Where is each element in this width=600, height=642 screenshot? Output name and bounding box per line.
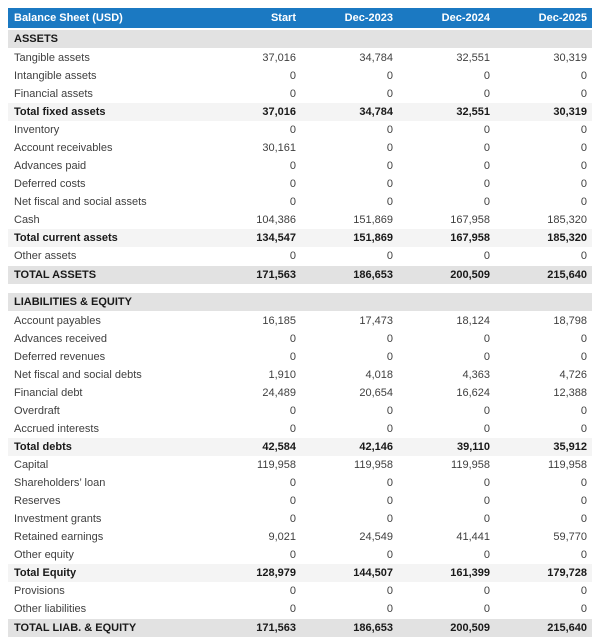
- row-label: Financial debt: [8, 384, 204, 402]
- table-row: [8, 157, 592, 175]
- section-gap: [8, 284, 592, 293]
- cell-value: 0: [398, 330, 495, 348]
- row-label: Inventory: [8, 121, 204, 139]
- table-row: [8, 312, 592, 331]
- cell-value: 0: [398, 193, 495, 211]
- cell-value: 4,726: [495, 366, 592, 384]
- total-row: [8, 266, 592, 285]
- table-row: [8, 474, 592, 492]
- cell-value: 42,584: [204, 438, 301, 456]
- table-row: [8, 456, 592, 474]
- liabilities-equity-section-body: [8, 293, 592, 638]
- cell-value: 9,021: [204, 528, 301, 546]
- cell-value: 0: [204, 330, 301, 348]
- table-row: [8, 420, 592, 438]
- cell-value: 0: [398, 67, 495, 85]
- cell-value: 0: [495, 402, 592, 420]
- row-label: Account payables: [8, 312, 204, 331]
- row-label: Net fiscal and social assets: [8, 193, 204, 211]
- cell-value: 0: [495, 348, 592, 366]
- subtotal-row: [8, 564, 592, 582]
- cell-value: 0: [204, 193, 301, 211]
- cell-value: 17,473: [301, 312, 398, 331]
- cell-value: 0: [301, 348, 398, 366]
- cell-value: 0: [301, 175, 398, 193]
- table-row: [8, 139, 592, 157]
- cell-value: 0: [398, 492, 495, 510]
- cell-value: 215,640: [495, 619, 592, 638]
- cell-value: 119,958: [495, 456, 592, 474]
- cell-value: 171,563: [204, 266, 301, 285]
- cell-value: 34,784: [301, 49, 398, 68]
- cell-value: 186,653: [301, 619, 398, 638]
- gap-row: [8, 284, 592, 293]
- column-header-dec-2025: Dec-2025: [495, 8, 592, 29]
- cell-value: 119,958: [204, 456, 301, 474]
- table-row: [8, 510, 592, 528]
- cell-value: 30,161: [204, 139, 301, 157]
- cell-value: 151,869: [301, 211, 398, 229]
- table-row: [8, 175, 592, 193]
- cell-value: 0: [204, 402, 301, 420]
- row-label: TOTAL LIAB. & EQUITY: [8, 619, 204, 638]
- cell-value: 200,509: [398, 266, 495, 285]
- table-title: Balance Sheet (USD): [8, 8, 204, 29]
- cell-value: 4,363: [398, 366, 495, 384]
- table-header-row: [8, 8, 592, 29]
- table-row: [8, 85, 592, 103]
- row-label: Deferred revenues: [8, 348, 204, 366]
- cell-value: 0: [495, 474, 592, 492]
- cell-value: 4,018: [301, 366, 398, 384]
- cell-value: 35,912: [495, 438, 592, 456]
- table-row: [8, 492, 592, 510]
- total-row: [8, 619, 592, 638]
- cell-value: 16,624: [398, 384, 495, 402]
- row-label: Investment grants: [8, 510, 204, 528]
- cell-value: 24,489: [204, 384, 301, 402]
- cell-value: 0: [398, 348, 495, 366]
- column-header-start: Start: [204, 8, 301, 29]
- row-label: Total debts: [8, 438, 204, 456]
- subtotal-row: [8, 103, 592, 121]
- cell-value: 0: [398, 247, 495, 266]
- cell-value: 32,551: [398, 103, 495, 121]
- cell-value: 0: [204, 348, 301, 366]
- cell-value: 185,320: [495, 211, 592, 229]
- row-label: Other equity: [8, 546, 204, 564]
- cell-value: 0: [495, 193, 592, 211]
- cell-value: 24,549: [301, 528, 398, 546]
- cell-value: 20,654: [301, 384, 398, 402]
- cell-value: 0: [301, 157, 398, 175]
- table-row: [8, 366, 592, 384]
- cell-value: 0: [398, 420, 495, 438]
- cell-value: 0: [398, 157, 495, 175]
- cell-value: 215,640: [495, 266, 592, 285]
- table-row: [8, 211, 592, 229]
- cell-value: 37,016: [204, 103, 301, 121]
- cell-value: 0: [204, 247, 301, 266]
- cell-value: 0: [398, 402, 495, 420]
- cell-value: 18,124: [398, 312, 495, 331]
- row-label: Net fiscal and social debts: [8, 366, 204, 384]
- cell-value: 0: [495, 546, 592, 564]
- row-label: Capital: [8, 456, 204, 474]
- cell-value: 0: [204, 510, 301, 528]
- cell-value: 0: [204, 85, 301, 103]
- cell-value: 134,547: [204, 229, 301, 247]
- cell-value: 0: [495, 139, 592, 157]
- table-row: [8, 384, 592, 402]
- cell-value: 0: [301, 510, 398, 528]
- table-row: [8, 402, 592, 420]
- cell-value: 42,146: [301, 438, 398, 456]
- cell-value: 0: [204, 420, 301, 438]
- cell-value: 0: [495, 510, 592, 528]
- row-label: Retained earnings: [8, 528, 204, 546]
- table-header: [8, 8, 592, 29]
- cell-value: 185,320: [495, 229, 592, 247]
- cell-value: 0: [495, 492, 592, 510]
- column-header-dec-2023: Dec-2023: [301, 8, 398, 29]
- row-label: Accrued interests: [8, 420, 204, 438]
- table-row: [8, 528, 592, 546]
- cell-value: 0: [495, 175, 592, 193]
- cell-value: 200,509: [398, 619, 495, 638]
- table-row: [8, 193, 592, 211]
- cell-value: 0: [301, 402, 398, 420]
- cell-value: 0: [301, 193, 398, 211]
- table-row: [8, 247, 592, 266]
- cell-value: 0: [495, 67, 592, 85]
- row-label: Total current assets: [8, 229, 204, 247]
- section-header-row: [8, 293, 592, 312]
- cell-value: 0: [398, 121, 495, 139]
- row-label: Cash: [8, 211, 204, 229]
- table-row: [8, 67, 592, 85]
- cell-value: 0: [495, 157, 592, 175]
- row-label: Total fixed assets: [8, 103, 204, 121]
- row-label: Tangible assets: [8, 49, 204, 68]
- table-row: [8, 582, 592, 600]
- table-row: [8, 330, 592, 348]
- section-header-label: ASSETS: [8, 29, 592, 49]
- cell-value: 0: [204, 492, 301, 510]
- cell-value: 104,386: [204, 211, 301, 229]
- cell-value: 0: [495, 600, 592, 619]
- cell-value: 179,728: [495, 564, 592, 582]
- cell-value: 0: [301, 330, 398, 348]
- cell-value: 0: [301, 474, 398, 492]
- cell-value: 0: [495, 330, 592, 348]
- cell-value: 0: [398, 474, 495, 492]
- cell-value: 34,784: [301, 103, 398, 121]
- cell-value: 0: [301, 492, 398, 510]
- cell-value: 0: [398, 546, 495, 564]
- cell-value: 0: [301, 600, 398, 619]
- cell-value: 1,910: [204, 366, 301, 384]
- assets-section-body: [8, 29, 592, 284]
- row-label: Other assets: [8, 247, 204, 266]
- cell-value: 0: [301, 121, 398, 139]
- cell-value: 0: [398, 175, 495, 193]
- cell-value: 161,399: [398, 564, 495, 582]
- row-label: Intangible assets: [8, 67, 204, 85]
- subtotal-row: [8, 229, 592, 247]
- table-row: [8, 600, 592, 619]
- cell-value: 0: [301, 582, 398, 600]
- row-label: Advances paid: [8, 157, 204, 175]
- row-label: Deferred costs: [8, 175, 204, 193]
- table-row: [8, 49, 592, 68]
- cell-value: 0: [398, 139, 495, 157]
- cell-value: 0: [495, 582, 592, 600]
- cell-value: 0: [204, 175, 301, 193]
- cell-value: 0: [301, 420, 398, 438]
- balance-sheet-table: [8, 8, 592, 637]
- row-label: Reserves: [8, 492, 204, 510]
- subtotal-row: [8, 438, 592, 456]
- cell-value: 0: [301, 247, 398, 266]
- cell-value: 0: [204, 474, 301, 492]
- cell-value: 0: [204, 157, 301, 175]
- cell-value: 30,319: [495, 103, 592, 121]
- cell-value: 0: [398, 510, 495, 528]
- table-row: [8, 348, 592, 366]
- cell-value: 30,319: [495, 49, 592, 68]
- cell-value: 0: [398, 600, 495, 619]
- cell-value: 0: [204, 121, 301, 139]
- cell-value: 0: [204, 67, 301, 85]
- cell-value: 39,110: [398, 438, 495, 456]
- cell-value: 0: [495, 121, 592, 139]
- cell-value: 41,441: [398, 528, 495, 546]
- cell-value: 0: [495, 420, 592, 438]
- cell-value: 12,388: [495, 384, 592, 402]
- section-header-label: LIABILITIES & EQUITY: [8, 293, 592, 312]
- cell-value: 119,958: [398, 456, 495, 474]
- cell-value: 0: [301, 67, 398, 85]
- cell-value: 37,016: [204, 49, 301, 68]
- cell-value: 16,185: [204, 312, 301, 331]
- row-label: Total Equity: [8, 564, 204, 582]
- cell-value: 186,653: [301, 266, 398, 285]
- cell-value: 167,958: [398, 211, 495, 229]
- cell-value: 0: [495, 247, 592, 266]
- cell-value: 32,551: [398, 49, 495, 68]
- row-label: TOTAL ASSETS: [8, 266, 204, 285]
- cell-value: 0: [204, 546, 301, 564]
- row-label: Shareholders’ loan: [8, 474, 204, 492]
- row-label: Other liabilities: [8, 600, 204, 619]
- cell-value: 0: [398, 582, 495, 600]
- cell-value: 119,958: [301, 456, 398, 474]
- cell-value: 59,770: [495, 528, 592, 546]
- cell-value: 0: [301, 139, 398, 157]
- cell-value: 144,507: [301, 564, 398, 582]
- row-label: Advances received: [8, 330, 204, 348]
- column-header-dec-2024: Dec-2024: [398, 8, 495, 29]
- cell-value: 0: [301, 546, 398, 564]
- cell-value: 0: [495, 85, 592, 103]
- cell-value: 0: [398, 85, 495, 103]
- cell-value: 0: [301, 85, 398, 103]
- row-label: Overdraft: [8, 402, 204, 420]
- cell-value: 18,798: [495, 312, 592, 331]
- cell-value: 171,563: [204, 619, 301, 638]
- row-label: Provisions: [8, 582, 204, 600]
- cell-value: 151,869: [301, 229, 398, 247]
- cell-value: 0: [204, 582, 301, 600]
- row-label: Account receivables: [8, 139, 204, 157]
- section-header-row: [8, 29, 592, 49]
- table-row: [8, 546, 592, 564]
- cell-value: 0: [204, 600, 301, 619]
- cell-value: 128,979: [204, 564, 301, 582]
- cell-value: 167,958: [398, 229, 495, 247]
- table-row: [8, 121, 592, 139]
- row-label: Financial assets: [8, 85, 204, 103]
